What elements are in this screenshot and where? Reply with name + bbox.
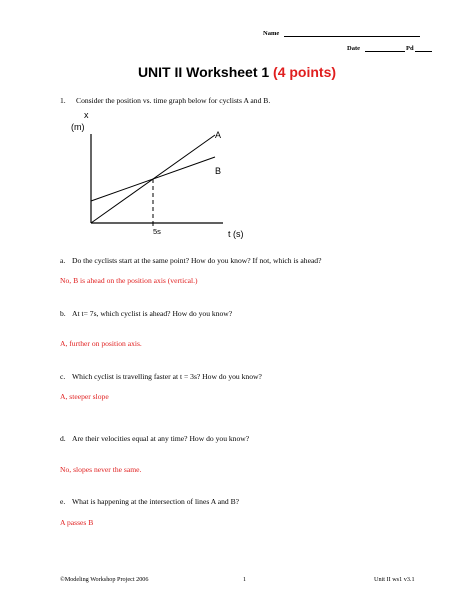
title-points: (4 points) (273, 64, 337, 80)
part-e-letter: e. (60, 497, 66, 506)
position-time-graph (60, 106, 290, 246)
date-label: Date (347, 45, 360, 52)
x-tick-label-5s: 5s (153, 227, 161, 236)
footer-version: Unit II ws1 v3.1 (374, 576, 415, 583)
footer-page-number: 1 (243, 576, 247, 583)
y-axis-label-unit: (m) (71, 122, 85, 132)
y-axis-label-x: x (84, 110, 89, 120)
name-label: Name (263, 30, 280, 37)
part-e-answer: A passes B (60, 518, 94, 527)
part-a-question: Do the cyclists start at the same point? How do you know? If not, which is ahead? (72, 256, 322, 265)
date-line (365, 51, 405, 52)
part-c-letter: c. (60, 372, 66, 381)
part-c-question: Which cyclist is travelling faster at t = 3s? How do you know? (72, 372, 262, 381)
question-1-number: 1. (60, 96, 66, 105)
name-line (284, 36, 420, 37)
part-d-question: Are their velocities equal at any time? How do you know? (72, 434, 250, 443)
part-d-letter: d. (60, 434, 66, 443)
title-main: UNIT II Worksheet 1 (137, 64, 270, 80)
part-a-answer: No, B is ahead on the position axis (vertical.) (60, 276, 198, 285)
line-a-label: A (215, 130, 222, 140)
page-title (0, 64, 474, 80)
part-d-answer: No, slopes never the same. (60, 465, 142, 474)
part-b-question: At t= 7s, which cyclist is ahead? How do you know? (72, 309, 233, 318)
question-1-text: Consider the position vs. time graph below for cyclists A and B. (76, 96, 271, 105)
line-b-label: B (215, 166, 222, 176)
x-axis-label: t (s) (228, 229, 244, 239)
part-e-question: What is happening at the intersection of lines A and B? (72, 497, 240, 506)
part-a-letter: a. (60, 256, 66, 265)
part-c-answer: A, steeper slope (60, 392, 109, 401)
pd-label: Pd (406, 45, 414, 52)
part-b-letter: b. (60, 309, 66, 318)
footer-copyright: ©Modeling Workshop Project 2006 (60, 576, 149, 583)
pd-line (415, 51, 432, 52)
part-b-answer: A, further on position axis. (60, 339, 142, 348)
